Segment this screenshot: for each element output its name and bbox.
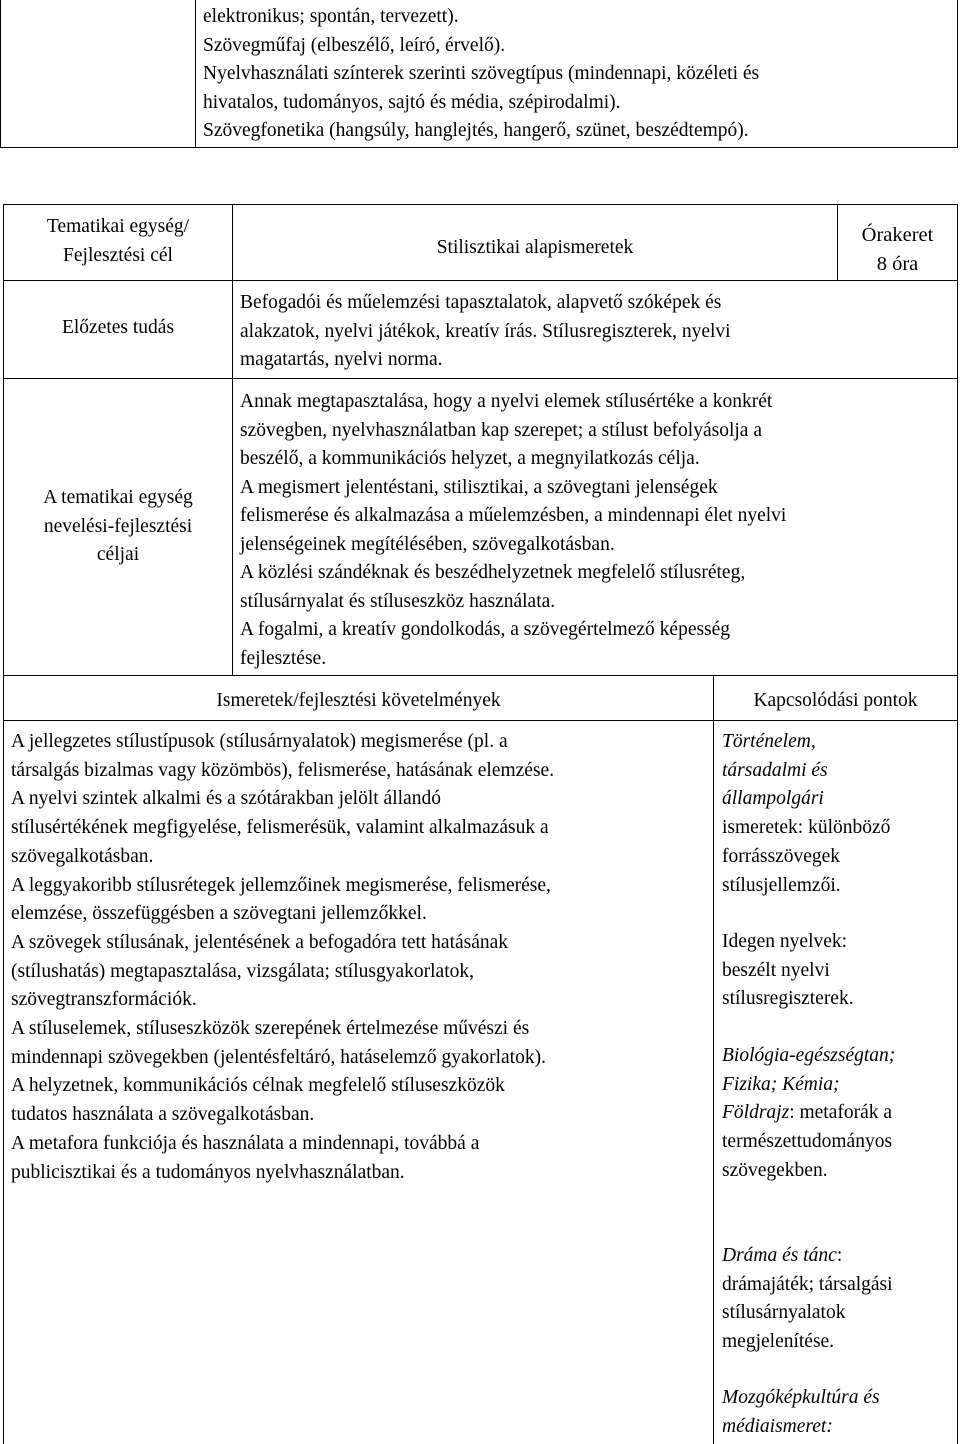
geo-line-1 [722, 1099, 954, 1128]
prior-line-2: alakzatok, nyelvi játékok, kreatív írás. Stílusregiszterek, nyelvi [240, 320, 731, 342]
req-line-3: A nyelvi szintek alkalmi és a szótárakban jelölt állandó [11, 788, 441, 810]
goals-line-1: Annak megtapasztalása, hogy a nyelvi elemek stílusértéke a konkrét [240, 391, 773, 412]
goals-line-7: A közlési szándéknak és beszédhelyzetnek megfelelő stílusréteg, [240, 562, 746, 583]
top-table-border-bottom [0, 147, 958, 148]
req-line-7: elemzése, összefüggésben a szövegtani jellemzőkkel. [11, 903, 427, 925]
goals-line-10: fejlesztése. [240, 647, 327, 669]
geo-rest: : metaforák a [789, 1102, 893, 1124]
top-line-3: Nyelvhasználati színterek szerinti szövegtípus (mindennapi, közéleti és [203, 63, 760, 84]
history-line-4: ismeretek: különböző [722, 817, 891, 839]
geo-line-3: szövegekben. [722, 1159, 828, 1181]
main-table-right-border [957, 204, 958, 1444]
bio-line-1: Biológia-egészségtan; [722, 1045, 896, 1066]
links-column-divider [713, 675, 714, 1444]
links-header: Kapcsolódási pontok [753, 690, 918, 711]
row-divider-headers [3, 720, 958, 721]
lang-line-1: Idegen nyelvek: [722, 931, 848, 952]
goals-line-2: szövegben, nyelvhasználatban kap szerepet; a stílust befolyásolja a [240, 419, 762, 441]
req-line-2: társalgás bizalmas vagy közömbös), felismerése, hatásának elemzése. [11, 759, 555, 781]
req-line-5: szövegalkotásban. [11, 845, 154, 867]
top-table-border-divider [195, 0, 196, 148]
goals-text [240, 388, 955, 673]
top-line-5: Szövegfonetika (hangsúly, hanglejtés, hangerő, szünet, beszédtempó). [203, 120, 749, 141]
req-line-1: A jellegzetes stílustípusok (stílusárnyalatok) megismerése (pl. a [11, 731, 508, 752]
lang-line-2: beszélt nyelvi [722, 959, 830, 981]
top-line-4: hivatalos, tudományos, sajtó és média, szépirodalmi). [203, 91, 621, 113]
drama-colon: : [836, 1245, 843, 1266]
req-line-6: A leggyakoribb stílusrétegek jellemzőinek megismerése, felismerése, [11, 874, 551, 896]
goals-line-6: jelenségeinek megítélésében, szövegalkotásban. [240, 533, 615, 555]
unit-label [4, 213, 232, 270]
req-line-12: mindennapi szövegekben (jelentésfeltáró, hatáselemző gyakorlatok). [11, 1046, 546, 1068]
links-history [722, 728, 954, 900]
prior-line-1: Befogadói és műelemzési tapasztalatok, alapvető szóképek és [240, 292, 722, 313]
drama-line-4: megjelenítése. [722, 1331, 835, 1353]
links-drama [722, 1242, 954, 1357]
goals-line-8: stílusárnyalat és stíluseszköz használata. [240, 590, 556, 612]
top-table-border-right [957, 0, 958, 148]
top-line-1: elektronikus; spontán, tervezett). [203, 6, 459, 27]
hours-label: Órakeret [861, 224, 934, 246]
row-divider-unit [3, 280, 958, 281]
prior-label: Előzetes tudás [61, 317, 175, 338]
unit-label-line-1: Tematikai egység/ [46, 216, 190, 237]
top-table-border-left [0, 0, 1, 148]
req-line-10: szövegtranszformációk. [11, 989, 197, 1011]
row-divider-goals [3, 675, 958, 676]
hours-cell [838, 221, 957, 278]
goals-line-5: felismerése és alkalmazása a műelemzésben, a mindennapi élet nyelvi [240, 505, 787, 526]
links-languages [722, 928, 954, 1014]
unit-title: Stilisztikai alapismeretek [436, 237, 634, 258]
media-line-2: médiaismeret: [722, 1415, 833, 1437]
req-line-14: tudatos használata a szövegalkotásban. [11, 1104, 315, 1126]
links-science [722, 1042, 954, 1186]
requirements-header: Ismeretek/fejlesztési követelmények [216, 690, 501, 711]
goals-line-9: A fogalmi, a kreatív gondolkodás, a szövegértelmező képesség [240, 619, 731, 640]
drama-subject: Dráma és tánc [722, 1245, 837, 1266]
goals-label-line-2: nevelési-fejlesztési [43, 515, 193, 537]
prior-text [240, 289, 955, 375]
req-line-9: (stílushatás) megtapasztalása, vizsgálata; stílusgyakorlatok, [11, 960, 474, 982]
lang-line-3: stílusregiszterek. [722, 988, 854, 1010]
geo-line-2: természettudományos [722, 1131, 893, 1153]
req-line-13: A helyzetnek, kommunikációs célnak megfelelő stíluseszközök [11, 1075, 505, 1097]
req-line-16: publicisztikai és a tudományos nyelvhasználatban. [11, 1161, 405, 1183]
req-line-15: A metafora funkciója és használata a mindennapi, továbbá a [11, 1132, 480, 1154]
top-line-2: Szövegműfaj (elbeszélő, leíró, érvelő). [203, 34, 506, 56]
drama-line-2: drámajáték; társalgási [722, 1273, 893, 1295]
history-line-6: stílusjellemzői. [722, 874, 841, 896]
label-column-divider [232, 204, 233, 676]
main-table-left-border [3, 204, 4, 1444]
links-media [722, 1384, 954, 1441]
history-line-1: Történelem, [722, 731, 816, 752]
goals-label-line-1: A tematikai egység [43, 487, 193, 508]
history-line-5: forrásszövegek [722, 845, 841, 867]
hours-value: 8 óra [876, 252, 919, 275]
goals-label-line-3: céljai [96, 544, 140, 565]
geo-subject: Földrajz [722, 1102, 790, 1124]
media-line-1: Mozgóképkultúra és [722, 1387, 880, 1408]
req-line-11: A stíluselemek, stíluseszközök szerepének értelmezése művészi és [11, 1018, 530, 1040]
goals-line-3: beszélő, a kommunikációs helyzet, a megnyilatkozás célja. [240, 448, 700, 469]
row-divider-prior [3, 378, 958, 379]
goals-label [4, 484, 232, 570]
req-line-8: A szövegek stílusának, jelentésének a befogadóra tett hatásának [11, 931, 509, 953]
goals-line-4: A megismert jelentéstani, stilisztikai, a szövegtani jelenségek [240, 476, 718, 498]
drama-line-3: stílusárnyalatok [722, 1302, 846, 1324]
unit-label-line-2: Fejlesztési cél [63, 244, 173, 266]
history-line-2: társadalmi és [722, 759, 828, 781]
bio-line-2: Fizika; Kémia; [722, 1073, 840, 1095]
top-block-text [203, 3, 953, 146]
drama-line-1 [722, 1242, 954, 1271]
req-line-4: stílusértékének megfigyelése, felismerésük, valamint alkalmazásuk a [11, 817, 549, 839]
requirements-text [11, 728, 711, 1187]
history-line-3: állampolgári [722, 788, 824, 810]
prior-line-3: magatartás, nyelvi norma. [240, 349, 443, 370]
main-table-top-border [3, 204, 958, 205]
